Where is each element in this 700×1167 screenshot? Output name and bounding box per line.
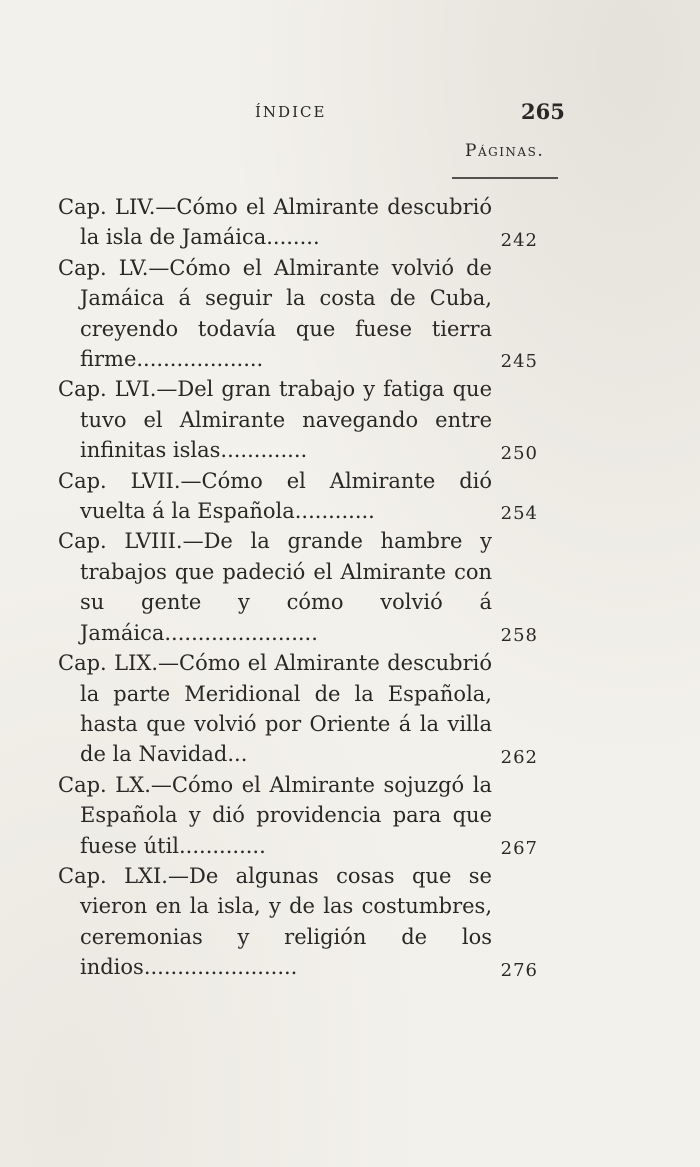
toc-entry-cap-57	[58, 466, 538, 527]
page-number: 265	[521, 99, 565, 124]
running-head-title: ÍNDICE	[255, 103, 327, 121]
toc-entry-cap-54	[58, 192, 538, 253]
heading-rule	[452, 177, 558, 179]
toc-entry-text: Cap. LV.—Cómo el Almirante volvió de Jamáica á seguir la costa de Cuba, creyendo todavía que fuese tierra firme...................	[58, 255, 492, 372]
toc-entry-text: Cap. LXI.—De algunas cosas que se vieron en la isla, y de las costumbres, ceremonias y religión de los indios.......................	[58, 863, 492, 980]
toc-entry-text: Cap. LX.—Cómo el Almirante sojuzgó la Española y dió providencia para que fuese útil.............	[58, 772, 492, 858]
toc-entry-page: 276	[500, 959, 538, 981]
pages-column-heading: Páginas.	[465, 141, 545, 161]
toc-entry-page: 242	[500, 229, 538, 251]
toc-entry-cap-56	[58, 374, 538, 465]
toc-entry-cap-60	[58, 770, 538, 861]
toc-entry-page: 250	[500, 442, 538, 464]
toc-entry-page: 254	[500, 503, 538, 525]
toc-entry-page: 245	[500, 351, 538, 373]
toc-entry-cap-58	[58, 526, 538, 648]
toc-entry-text: Cap. LIX.—Cómo el Almirante descubrió la parte Meridional de la Española, hasta que volvió por Oriente á la villa de la Navidad...	[58, 651, 492, 767]
toc-entry-text: Cap. LVI.—Del gran trabajo y fatiga que tuvo el Almirante navegando entre infinitas islas.............	[58, 377, 492, 463]
toc-entry-page: 262	[500, 746, 538, 768]
toc-entry-cap-55	[58, 253, 538, 375]
running-head	[0, 99, 700, 129]
toc-entry-text: Cap. LVIII.—De la grande hambre y trabajos que padeció el Almirante con su gente y cómo volvió á Jamáica.......................	[58, 529, 492, 645]
toc-entry-page: 258	[500, 625, 538, 647]
toc-entry-text: Cap. LVII.—Cómo el Almirante dió vuelta á la Española............	[58, 468, 492, 524]
toc-entry-cap-61	[58, 861, 538, 983]
toc-entry-cap-59	[58, 648, 538, 770]
toc-entry-text: Cap. LIV.—Cómo el Almirante descubrió la isla de Jamáica........	[58, 195, 492, 250]
toc-entry-page: 267	[500, 837, 538, 859]
table-of-contents	[58, 192, 538, 983]
